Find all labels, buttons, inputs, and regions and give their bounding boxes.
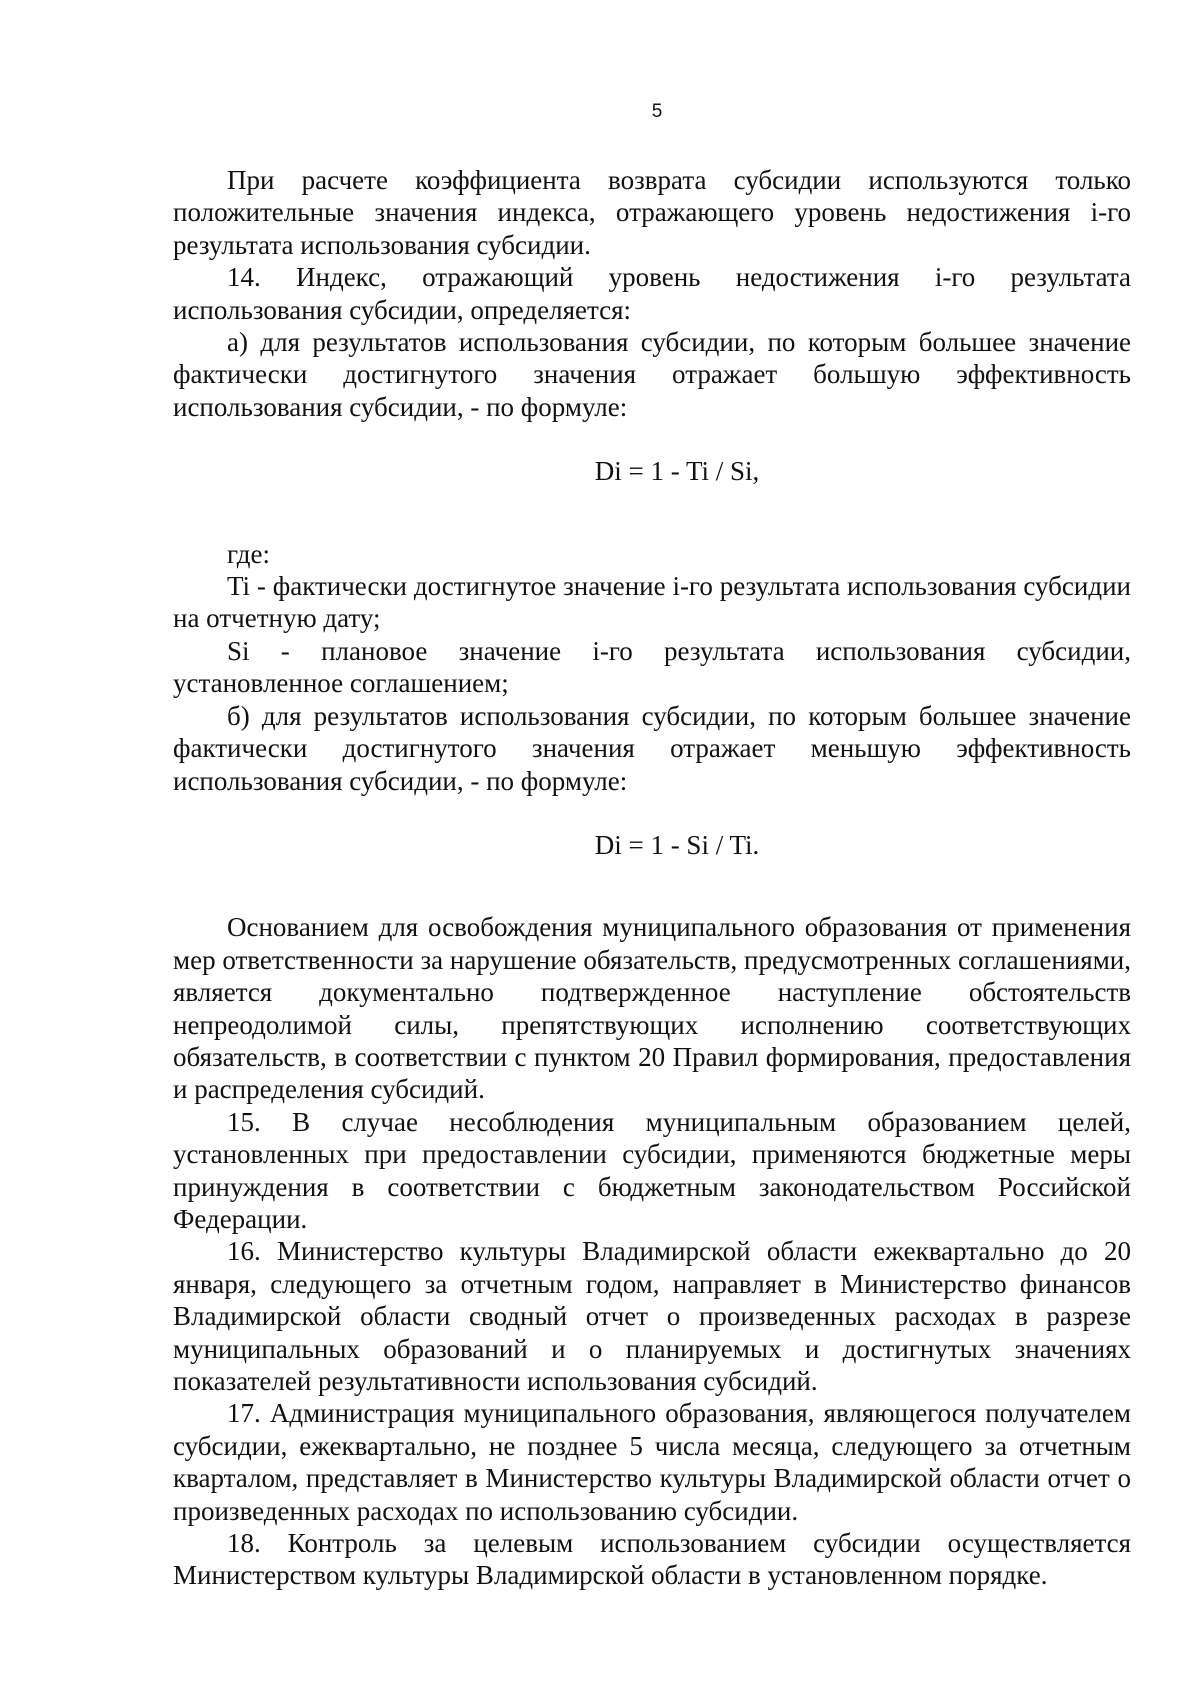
paragraph-item-16: 16. Министерство культуры Владимирской области ежеквартально до 20 января, следующего за отчетным годом, направляет в Министерство финансов Владимирской области сводный отчет о произведенных расходах в разрезе муниципальных образований и о планируемых и достигнутых значениях показателей результативности использования субсидий. — [173, 1236, 1131, 1396]
document-page — [173, 100, 1131, 1592]
formula-1: Di = 1 - Ti / Si, — [594, 456, 760, 487]
paragraph-item-14b: б) для результатов использования субсидии, по которым большее значение фактически достигнутого значения отражает меньшую эффективность использования субсидии, - по формуле: — [173, 700, 1131, 796]
paragraph-where: где: — [227, 538, 270, 569]
paragraph-item-18: 18. Контроль за целевым использованием субсидии осуществляется Министерством культуры Владимирской области в установленном порядке. — [173, 1528, 1131, 1591]
paragraph-ti-definition: Ti - фактически достигнутое значение i-го результата использования субсидии на отчетную дату; — [173, 571, 1131, 634]
paragraph-force-majeure: Основанием для освобождения муниципального образования от применения мер ответственности за нарушение обязательств, предусмотренных соглашениями, является документально подтвержденное наступление обстоятельств непреодолимой силы, препятствующих исполнению соответствующих обязательств, в соответствии с пунктом 20 Правил формирования, предоставления и распределения субсидий. — [173, 912, 1131, 1105]
formula-2: Di = 1 - Si / Ti. — [594, 829, 760, 860]
paragraph-item-17: 17. Администрация муниципального образования, являющегося получателем субсидии, ежеквартально, не позднее 5 числа месяца, следующего за отчетным кварталом, представляет в Министерство культуры Владимирской области отчет о произведенных расходах по использованию субсидии. — [173, 1398, 1131, 1526]
paragraph-item-14: 14. Индекс, отражающий уровень недостижения i-го результата использования субсидии, определяется: — [173, 262, 1131, 325]
paragraph-coefficient-note: При расчете коэффициента возврата субсидии используются только положительные значения индекса, отражающего уровень недостижения i-го результата использования субсидии. — [173, 165, 1131, 260]
paragraph-item-14a: а) для результатов использования субсидии, по которым большее значение фактически достигнутого значения отражает большую эффективность использования субсидии, - по формуле: — [173, 327, 1131, 422]
page-number: 5 — [651, 101, 663, 122]
paragraph-si-definition: Si - плановое значение i-го результата использования субсидии, установленное соглашением; — [173, 635, 1131, 699]
paragraph-item-15: 15. В случае несоблюдения муниципальным образованием целей, установленных при предоставлении субсидии, применяются бюджетные меры принуждения в соответствии с бюджетным законодательством Российской Федерации. — [173, 1106, 1131, 1234]
